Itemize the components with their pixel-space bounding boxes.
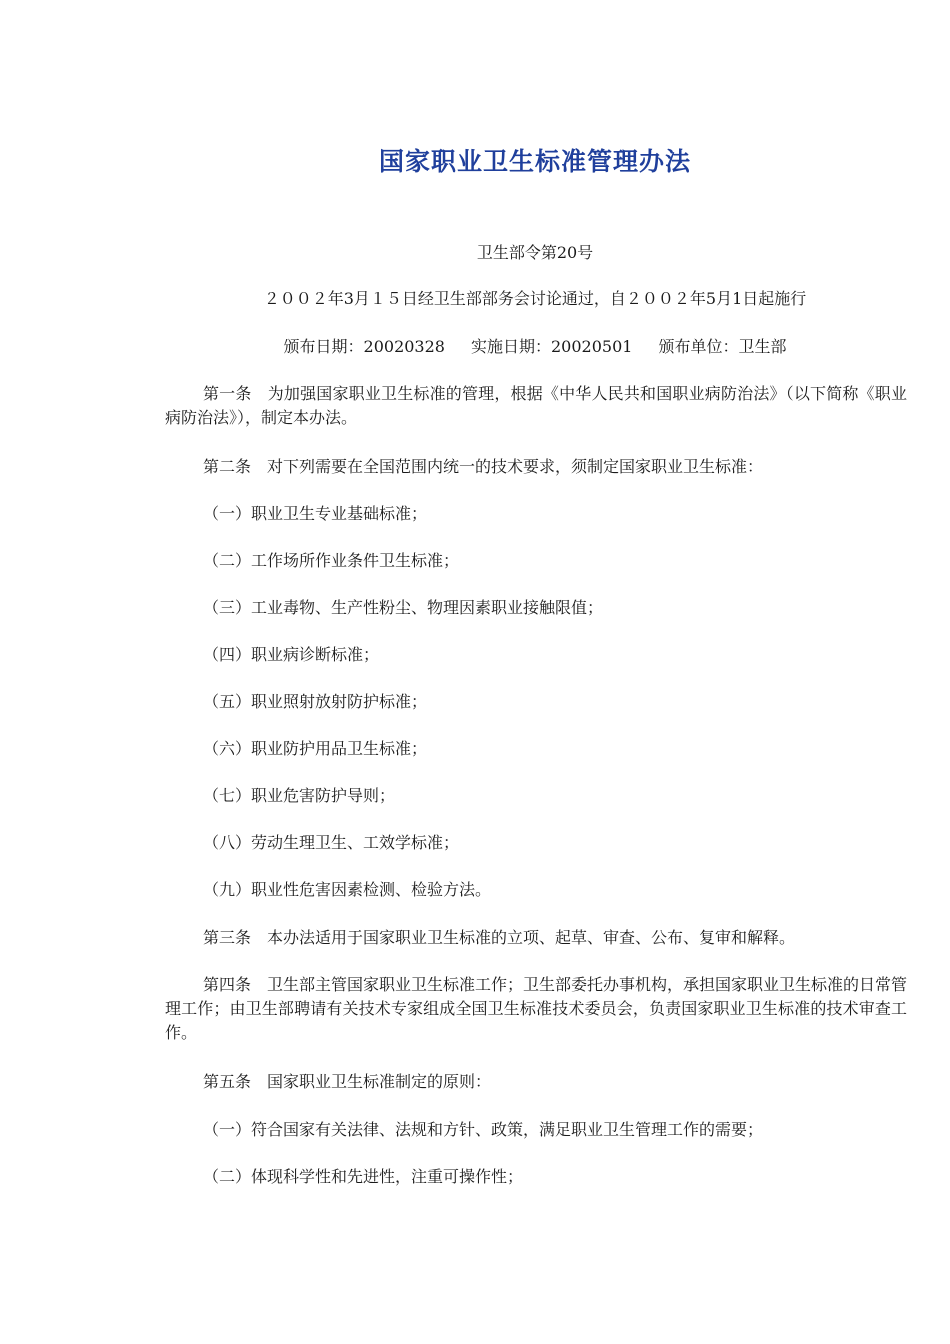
article-1: 第一条 为加强国家职业卫生标准的管理，根据《中华人民共和国职业病防治法》（以下简称《职业病防治法》），制定本办法。: [165, 384, 907, 427]
order-number: 卫生部令第20号: [476, 243, 594, 262]
adoption-statement: ２００２年3月１５日经卫生部部务会讨论通过，自２００２年5月1日起施行: [263, 289, 807, 308]
article-2-item: （八）劳动生理卫生、工效学标准；: [203, 833, 460, 852]
document-title: 国家职业卫生标准管理办法: [378, 147, 691, 176]
article-5-item: （二）体现科学性和先进性，注重可操作性；: [203, 1167, 524, 1186]
article-5-item: （一）符合国家有关法律、法规和方针、政策，满足职业卫生管理工作的需要；: [203, 1120, 764, 1139]
article-4: 第四条 卫生部主管国家职业卫生标准工作；卫生部委托办事机构，承担国家职业卫生标准的日常管理工作；由卫生部聘请有关技术专家组成全国卫生标准技术委员会，负责国家职业卫生标准的技术审查工作。: [165, 975, 908, 1042]
article-2-item: （六）职业防护用品卫生标准；: [203, 739, 428, 758]
article-2-item: （三）工业毒物、生产性粉尘、物理因素职业接触限值；: [203, 598, 604, 617]
article-2-item: （四）职业病诊断标准；: [203, 645, 380, 664]
article-2-item: （五）职业照射放射防护标准；: [203, 692, 428, 711]
article-2-item: （一）职业卫生专业基础标准；: [203, 504, 428, 523]
article-2-item: （七）职业危害防护导则；: [203, 786, 396, 805]
article-2-item: （二）工作场所作业条件卫生标准；: [203, 551, 460, 570]
promulgation-date: 颁布日期：20020328: [283, 337, 445, 356]
article-5: 第五条 国家职业卫生标准制定的原则：: [203, 1072, 492, 1091]
article-2-item: （九）职业性危害因素检测、检验方法。: [203, 880, 492, 899]
effective-date: 实施日期：20020501: [470, 337, 633, 356]
promulgation-meta: [165, 336, 905, 358]
article-2: 第二条 对下列需要在全国范围内统一的技术要求，须制定国家职业卫生标准：: [203, 457, 764, 476]
issuer: 颁布单位：卫生部: [658, 337, 787, 356]
article-3: 第三条 本办法适用于国家职业卫生标准的立项、起草、审查、公布、复审和解释。: [203, 928, 796, 947]
